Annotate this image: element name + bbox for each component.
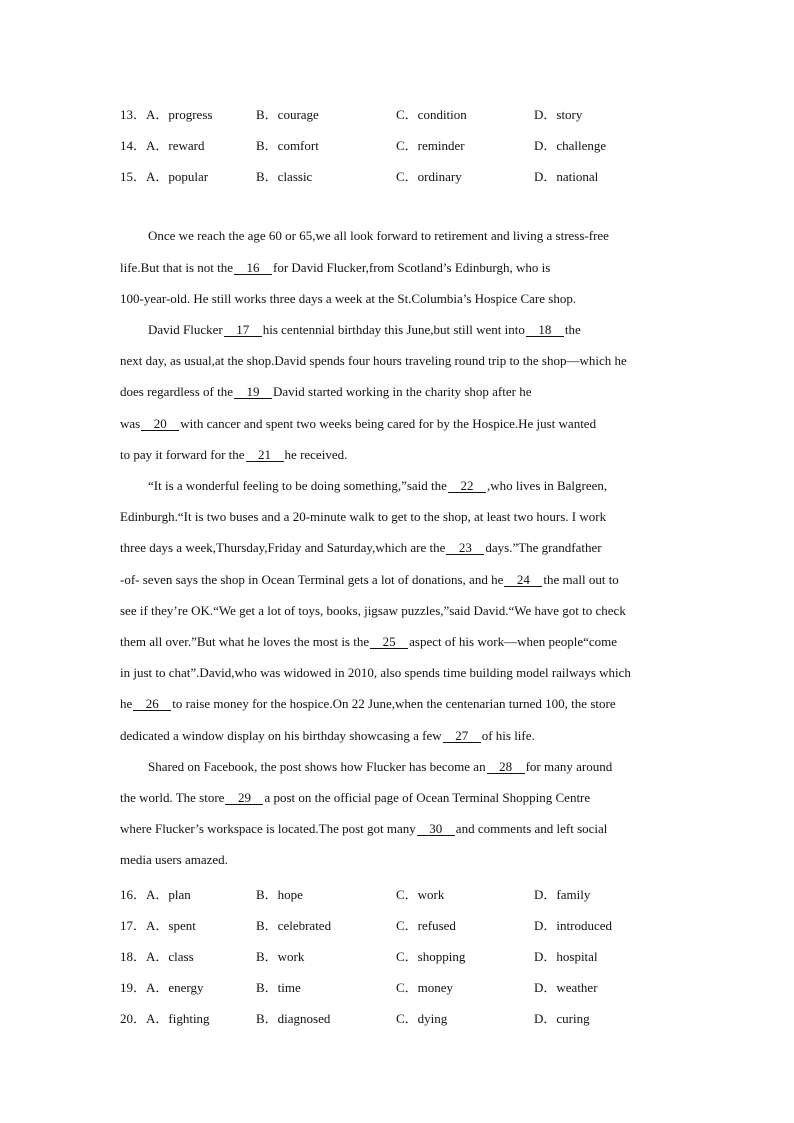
option-d: D．hospital	[534, 949, 598, 964]
passage-line	[120, 696, 680, 712]
option-c: C．dying	[396, 1011, 448, 1026]
option-c: C．shopping	[396, 949, 466, 964]
passage-line	[120, 260, 680, 276]
passage-text: “It is a wonderful feeling to be doing something,”said the	[148, 478, 447, 493]
blank-21: 21	[246, 448, 284, 462]
question-19	[120, 977, 680, 995]
passage-text: of his life.	[481, 728, 535, 743]
option-c: C．refused	[396, 918, 456, 933]
passage-line	[120, 572, 680, 588]
passage-text: for David Flucker,from Scotland’s Edinburgh, who is	[273, 260, 551, 275]
passage-line: next day, as usual,at the shop.David spends four hours traveling round trip to the shop—which he	[120, 353, 627, 368]
passage-line	[120, 384, 680, 400]
option-a: 13．A．progress	[120, 107, 213, 122]
passage-text: aspect of his work—when people“come	[409, 634, 618, 649]
blank-27: 27	[443, 729, 481, 743]
passage-text: was	[120, 416, 141, 431]
passage-line	[120, 634, 680, 650]
passage-text: to raise money for the hospice.On 22 June,when the centenarian turned 100, the store	[172, 696, 616, 711]
passage-text: and comments and left social	[455, 821, 608, 836]
option-d: D．weather	[534, 980, 598, 995]
blank-18: 18	[526, 323, 564, 337]
option-c: C．money	[396, 980, 454, 995]
question-18	[120, 946, 680, 964]
question-20	[120, 1008, 680, 1026]
option-d: D．national	[534, 169, 599, 184]
blank-22: 22	[448, 479, 486, 493]
passage-text: the world. The store	[120, 790, 225, 805]
passage-text: ,who lives in Balgreen,	[486, 478, 608, 493]
blank-25: 25	[370, 635, 408, 649]
option-b: B．classic	[256, 169, 313, 184]
passage-line: 100-year-old. He still works three days a week at the St.Columbia’s Hospice Care shop.	[120, 291, 577, 306]
passage-line	[148, 478, 680, 494]
option-d: D．introduced	[534, 918, 612, 933]
question-16	[120, 884, 680, 902]
blank-28: 28	[487, 760, 525, 774]
passage-line	[120, 447, 680, 463]
passage-text: -of- seven says the shop in Ocean Terminal gets a lot of donations, and he	[120, 572, 504, 587]
passage-text: for many around	[525, 759, 613, 774]
passage-line	[120, 416, 680, 432]
blank-23: 23	[446, 541, 484, 555]
option-a: 16．A．plan	[120, 887, 191, 902]
option-a: 15．A．popular	[120, 169, 209, 184]
option-a: 17．A．spent	[120, 918, 196, 933]
passage-text: his centennial birthday this June,but still went into	[262, 322, 525, 337]
passage-line: Edinburgh.“It is two buses and a 20-minute walk to get to the shop, at least two hours. I work	[120, 509, 607, 524]
question-15	[120, 166, 680, 184]
passage-text: David started working in the charity shop after he	[273, 384, 532, 399]
option-a: 20．A．fighting	[120, 1011, 210, 1026]
option-b: B．work	[256, 949, 305, 964]
option-c: C．condition	[396, 107, 467, 122]
option-a: 14．A．reward	[120, 138, 205, 153]
passage-text: does regardless of the	[120, 384, 233, 399]
option-a: 18．A．class	[120, 949, 194, 964]
blank-29: 29	[225, 791, 263, 805]
passage-text: with cancer and spent two weeks being cared for by the Hospice.He just wanted	[180, 416, 597, 431]
option-d: D．challenge	[534, 138, 607, 153]
question-14	[120, 135, 680, 153]
passage-line	[120, 821, 680, 837]
question-13	[120, 104, 680, 122]
blank-30: 30	[417, 822, 455, 836]
option-b: B．courage	[256, 107, 319, 122]
blank-20: 20	[141, 417, 179, 431]
passage-line	[120, 540, 680, 556]
passage-text: Shared on Facebook, the post shows how Flucker has become an	[148, 759, 486, 774]
passage-text: David Flucker	[148, 322, 223, 337]
option-d: D．family	[534, 887, 591, 902]
option-d: D．story	[534, 107, 583, 122]
option-b: B．comfort	[256, 138, 319, 153]
passage-text: days.”The grandfather	[485, 540, 602, 555]
passage-text: the	[564, 322, 581, 337]
option-c: C．reminder	[396, 138, 465, 153]
passage-line	[120, 728, 680, 744]
option-b: B．celebrated	[256, 918, 332, 933]
blank-26: 26	[133, 697, 171, 711]
blank-24: 24	[504, 573, 542, 587]
passage-text: he received.	[284, 447, 348, 462]
passage-text: dedicated a window display on his birthday showcasing a few	[120, 728, 442, 743]
option-b: B．time	[256, 980, 301, 995]
option-b: B．diagnosed	[256, 1011, 331, 1026]
option-a: 19．A．energy	[120, 980, 204, 995]
passage-text: where Flucker’s workspace is located.The post got many	[120, 821, 416, 836]
option-c: C．ordinary	[396, 169, 462, 184]
passage-text: them all over.”But what he loves the most is the	[120, 634, 370, 649]
passage-text: he	[120, 696, 133, 711]
blank-19: 19	[234, 385, 272, 399]
passage-line: see if they’re OK.“We get a lot of toys, books, jigsaw puzzles,”said David.“We have got to check	[120, 603, 626, 618]
passage-text: three days a week,Thursday,Friday and Saturday,which are the	[120, 540, 446, 555]
blank-16: 16	[234, 261, 272, 275]
passage-line	[148, 322, 680, 338]
passage-text: a post on the official page of Ocean Terminal Shopping Centre	[264, 790, 591, 805]
passage-line: Once we reach the age 60 or 65,we all look forward to retirement and living a stress-free	[148, 228, 609, 243]
question-17	[120, 915, 680, 933]
passage-line	[120, 790, 680, 806]
passage-text: to pay it forward for the	[120, 447, 245, 462]
option-d: D．curing	[534, 1011, 590, 1026]
passage-line: media users amazed.	[120, 852, 228, 867]
option-b: B．hope	[256, 887, 303, 902]
option-c: C．work	[396, 887, 445, 902]
passage-text: the mall out to	[543, 572, 619, 587]
blank-17: 17	[224, 323, 262, 337]
passage-line: in just to chat”.David,who was widowed in 2010, also spends time building model railways which	[120, 665, 631, 680]
passage-text: life.But that is not the	[120, 260, 234, 275]
passage-line	[148, 759, 680, 775]
